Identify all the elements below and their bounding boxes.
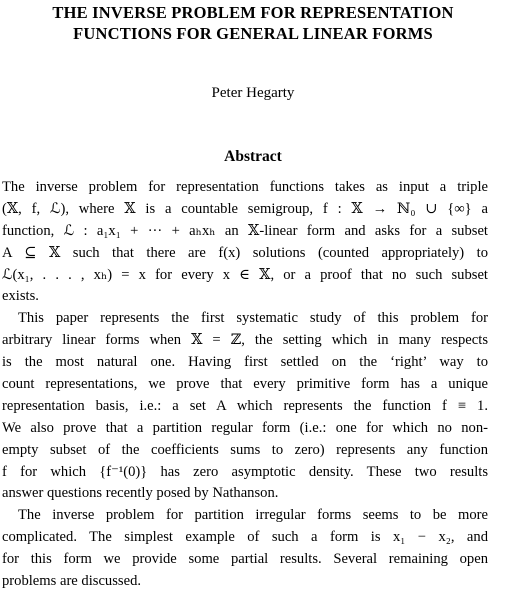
- abstract-line: empty subset of the coefficients sums to zero) represents any function: [2, 441, 488, 458]
- abstract-line: The inverse problem for representation functions takes as input a triple: [2, 179, 488, 195]
- abstract-line: arbitrary linear forms when 𝕏 = ℤ, the setting which in many respects: [2, 332, 488, 349]
- title-line-2: FUNCTIONS FOR GENERAL LINEAR FORMS: [73, 24, 433, 43]
- paper-title: [0, 2, 506, 44]
- abstract-body: [2, 177, 488, 593]
- abstract-line: (𝕏, f, ℒ), where 𝕏 is a countable semigroup, f : 𝕏 → ℕ₀ ∪ {∞} a: [2, 200, 488, 217]
- abstract-line: representation basis, i.e.: a set A which represents the function f ≡ 1.: [2, 397, 488, 414]
- abstract-heading: Abstract: [224, 148, 282, 165]
- abstract-line: exists.: [2, 288, 39, 305]
- title-line-1: THE INVERSE PROBLEM FOR REPRESENTATION: [52, 3, 454, 22]
- abstract-line: f for which {f⁻¹(0)} has zero asymptotic density. These two results: [2, 463, 488, 480]
- abstract-line: This paper represents the first systematic study of this problem for: [18, 310, 488, 327]
- abstract-line: answer questions recently posed by Nathanson.: [2, 485, 279, 502]
- abstract-line: count representations, we prove that every primitive form has a unique: [2, 376, 488, 393]
- author-name: Peter Hegarty: [211, 85, 295, 101]
- abstract-line: problems are discussed.: [2, 573, 142, 590]
- abstract-line: A ⊆ 𝕏 such that there are f(x) solutions (counted appropriately) to: [2, 244, 488, 261]
- abstract-line: for this form we provide some partial results. Several remaining open: [2, 551, 488, 568]
- abstract-line: is the most natural one. Having first settled on the ‘right’ way to: [2, 354, 488, 371]
- abstract-line: ℒ(x₁, . . . , xₕ) = x for every x ∈ 𝕏, or a proof that no such subset: [2, 266, 488, 283]
- abstract-line: The inverse problem for partition irregular forms seems to be more: [18, 507, 488, 524]
- abstract-line: We also prove that a partition regular form (i.e.: one for which no non-: [2, 419, 488, 436]
- abstract-line: function, ℒ : a₁x₁ + ··· + aₕxₕ an 𝕏-linear form and asks for a subset: [2, 222, 488, 239]
- abstract-line: complicated. The simplest example of such a form is x₁ − x₂, and: [2, 529, 488, 546]
